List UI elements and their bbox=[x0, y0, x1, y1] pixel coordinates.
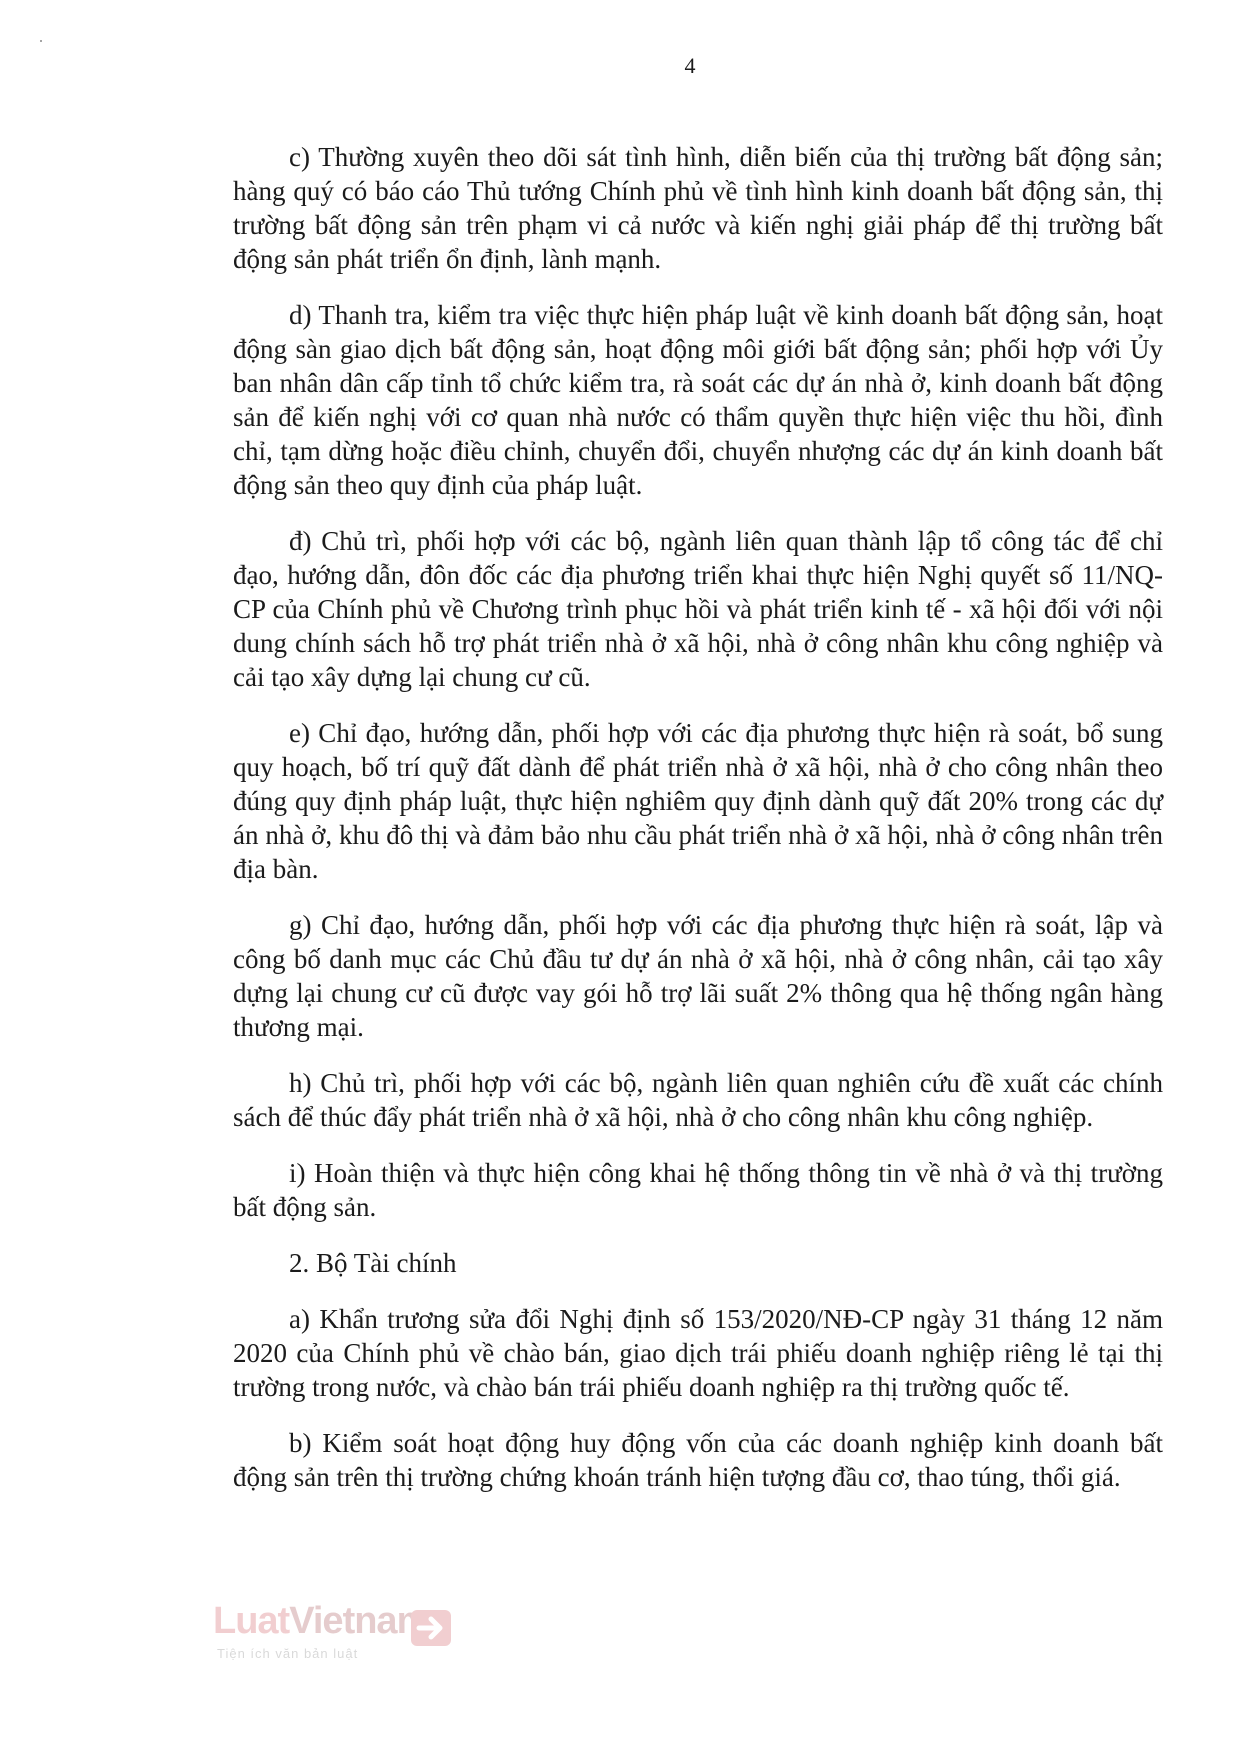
arrow-right-icon bbox=[409, 1604, 457, 1652]
paragraph-i: i) Hoàn thiện và thực hiện công khai hệ thống thông tin về nhà ở và thị trường bất động sản. bbox=[233, 1158, 1163, 1222]
paragraph-h: h) Chủ trì, phối hợp với các bộ, ngành liên quan nghiên cứu đề xuất các chính sách để thúc đẩy phát triển nhà ở xã hội, nhà ở cho công nhân khu công nghiệp. bbox=[233, 1068, 1163, 1132]
section-heading-ministry-of-finance: 2. Bộ Tài chính bbox=[289, 1248, 457, 1278]
luatvietnam-watermark bbox=[213, 1600, 473, 1672]
watermark-brand bbox=[213, 1600, 429, 1643]
watermark-tagline: Tiện ích văn bản luật bbox=[217, 1646, 359, 1661]
document-body bbox=[233, 140, 1163, 1516]
paragraph-g: g) Chỉ đạo, hướng dẫn, phối hợp với các địa phương thực hiện rà soát, lập và công bố danh mục các Chủ đầu tư dự án nhà ở xã hội, nhà ở công nhân, cải tạo xây dựng lại chung cư cũ được vay gói hỗ trợ lãi suất 2% thông qua hệ thống ngân hàng thương mại. bbox=[233, 910, 1163, 1042]
paragraph-e: e) Chỉ đạo, hướng dẫn, phối hợp với các địa phương thực hiện rà soát, bổ sung quy hoạch, bố trí quỹ đất dành để phát triển nhà ở xã hội, nhà ở cho công nhân theo đúng quy định pháp luật, thực hiện nghiêm quy định dành quỹ đất 20% trong các dự án nhà ở, khu đô thị và đảm bảo nhu cầu phát triển nhà ở xã hội, nhà ở công nhân trên địa bàn. bbox=[233, 718, 1163, 884]
paragraph-2a: a) Khẩn trương sửa đổi Nghị định số 153/2020/NĐ-CP ngày 31 tháng 12 năm 2020 của Chính phủ về chào bán, giao dịch trái phiếu doanh nghiệp riêng lẻ tại thị trường trong nước, và chào bán trái phiếu doanh nghiệp ra thị trường quốc tế. bbox=[233, 1304, 1163, 1402]
scan-speck bbox=[40, 40, 42, 42]
paragraph-2b: b) Kiểm soát hoạt động huy động vốn của các doanh nghiệp kinh doanh bất động sản trên thị trường chứng khoán tránh hiện tượng đầu cơ, thao túng, thổi giá. bbox=[233, 1428, 1163, 1492]
paragraph-c: c) Thường xuyên theo dõi sát tình hình, diễn biến của thị trường bất động sản; hàng quý có báo cáo Thủ tướng Chính phủ về tình hình kinh doanh bất động sản, thị trường bất động sản trên phạm vi cả nước và kiến nghị giải pháp để thị trường bất động sản phát triển ổn định, lành mạnh. bbox=[233, 142, 1163, 274]
paragraph-dd: đ) Chủ trì, phối hợp với các bộ, ngành liên quan thành lập tổ công tác để chỉ đạo, hướng dẫn, đôn đốc các địa phương triển khai thực hiện Nghị quyết số 11/NQ-CP của Chính phủ về Chương trình phục hồi và phát triển kinh tế - xã hội đối với nội dung chính sách hỗ trợ phát triển nhà ở xã hội, nhà ở công nhân khu công nghiệp và cải tạo xây dựng lại chung cư cũ. bbox=[233, 526, 1163, 692]
page-number: 4 bbox=[684, 53, 696, 78]
watermark-brand-vietnam: Vietnam bbox=[289, 1600, 430, 1642]
watermark-brand-luat: Luat bbox=[213, 1600, 290, 1642]
paragraph-d: d) Thanh tra, kiểm tra việc thực hiện pháp luật về kinh doanh bất động sản, hoạt động sàn giao dịch bất động sản, hoạt động môi giới bất động sản; phối hợp với Ủy ban nhân dân cấp tỉnh tổ chức kiểm tra, rà soát các dự án nhà ở, kinh doanh bất động sản để kiến nghị với cơ quan nhà nước có thẩm quyền thực hiện việc thu hồi, đình chỉ, tạm dừng hoặc điều chỉnh, chuyển đổi, chuyển nhượng các dự án kinh doanh bất động sản theo quy định của pháp luật. bbox=[233, 300, 1163, 500]
